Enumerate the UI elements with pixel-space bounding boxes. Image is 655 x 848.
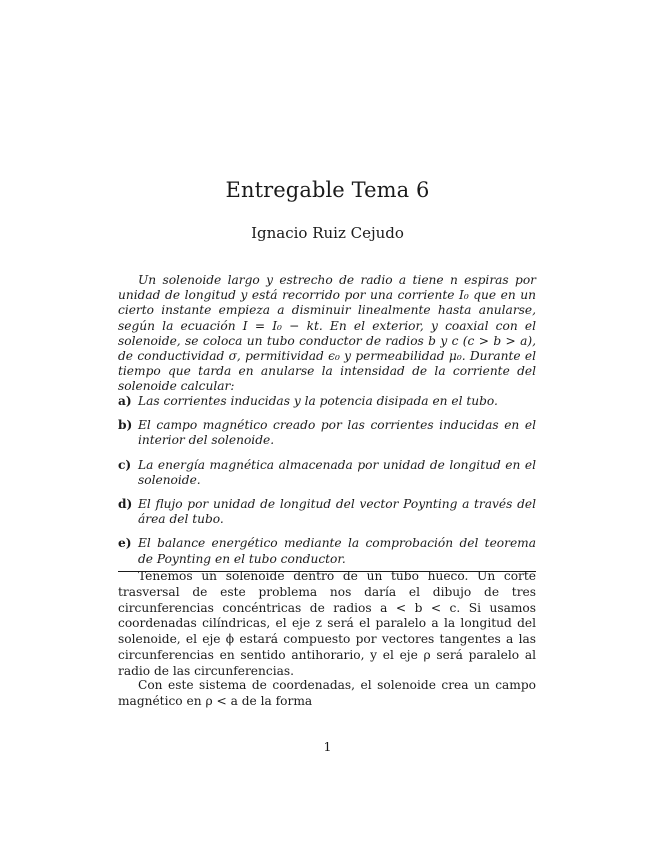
question-item-e (118, 536, 536, 566)
question-text: El flujo por unidad de longitud del vector Poynting a través del área del tubo. (138, 497, 536, 527)
question-item-a (118, 394, 536, 409)
body-paragraph-1: Tenemos un solenoide dentro de un tubo hueco. Un corte trasversal de este problema nos daría el dibujo de tres circunferencias concéntricas de radios a < b < c. Si usamos coordenadas cilíndricas, el eje z será el paralelo a la longitud del solenoide, el eje ϕ estará compuesto por vectores tangentes a las circunferencias en sentido antihorario, y el eje ρ será paralelo al radio de las circunferencias. (118, 569, 536, 678)
question-list (118, 394, 536, 576)
question-marker: a) (118, 394, 132, 408)
question-marker: c) (118, 457, 132, 472)
question-text: El campo magnético creado por las corrientes inducidas en el interior del solenoide. (138, 418, 536, 448)
page-number: 1 (323, 739, 332, 754)
question-item-d (118, 497, 536, 527)
question-marker: e) (118, 536, 132, 551)
question-marker: d) (118, 497, 133, 512)
body-paragraph-2: Con este sistema de coordenadas, el solenoide crea un campo magnético en ρ < a de la forma (118, 678, 536, 708)
question-item-b (118, 418, 536, 448)
question-item-c (118, 458, 536, 488)
question-text: El balance energético mediante la comprobación del teorema de Poynting en el tubo conductor. (138, 536, 536, 566)
document-title: Entregable Tema 6 (225, 178, 430, 202)
question-text: La energía magnética almacenada por unidad de longitud en el solenoide. (138, 457, 536, 487)
document-author: Ignacio Ruiz Cejudo (251, 224, 404, 242)
question-text: Las corrientes inducidas y la potencia disipada en el tubo. (138, 394, 498, 408)
question-marker: b) (118, 418, 133, 433)
problem-statement: Un solenoide largo y estrecho de radio a tiene n espiras por unidad de longitud y está recorrido por una corriente I₀ que en un cierto instante empieza a disminuir linealmente hasta anularse, según la ecuación I = I₀ − kt. En el exterior, y coaxial con el solenoide, se coloca un tubo conductor de radios b y c (c > b > a), de conductividad σ, permitividad ϵ₀ y permeabilidad μ₀. Durante el tiempo que tarda en anularse la intensidad de la corriente del solenoide calcular: (118, 273, 536, 394)
